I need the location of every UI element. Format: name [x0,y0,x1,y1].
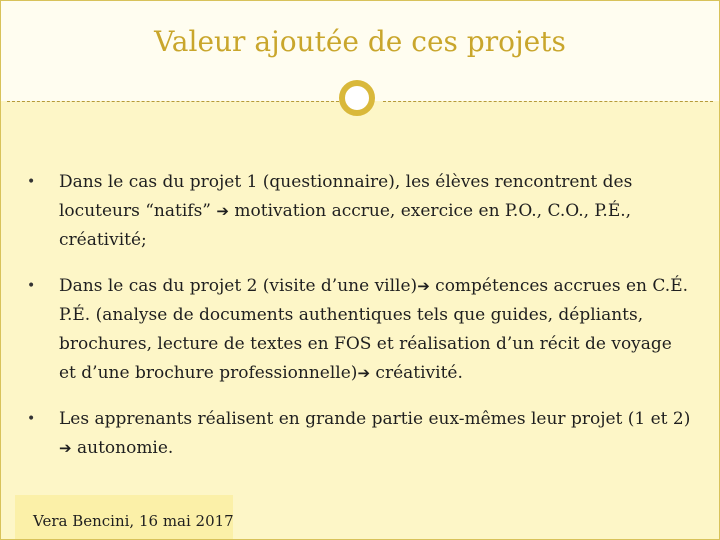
arrow-right-icon: ➔ [357,364,371,382]
bullet-item-3 [27,405,691,463]
arrow-right-icon: ➔ [417,277,430,295]
bullet-2-text-c: créativité. [370,363,463,383]
bullet-2-text-b: compétences accrues en C.É. P.É. (analyse de documents authentiques tels que guides, dépliants, brochures, lecture de textes en FOS et réalisation d’un récit de voyage et d’une brochure professionnelle) [59,276,689,383]
bullet-1-text-a: Dans le cas du projet 1 (questionnaire), les élèves rencontrent des locuteurs “natifs” [59,172,633,221]
slide-title: Valeur ajoutée de ces projets [154,25,566,58]
bullet-3-text-b: autonomie. [71,438,174,458]
slide-content [27,168,691,480]
arrow-right-icon: ➔ [59,439,72,457]
bullet-item-2 [27,272,691,388]
bullet-2-text-a: Dans le cas du projet 2 (visite d’une ville) [59,276,418,296]
divider-right [383,101,713,102]
divider-left [7,101,339,102]
footer-box [15,495,233,539]
bullet-icon: • [27,411,36,427]
bullet-list [27,168,691,463]
bullet-icon: • [27,278,36,294]
arrow-right-icon: ➔ [216,202,229,220]
bullet-3-text-a: Les apprenants réalisent en grande partie eux-mêmes leur projet (1 et 2) [59,409,691,429]
footer-text: Vera Bencini, 16 mai 2017 [33,512,234,530]
ring-ornament [339,80,375,116]
bullet-1-text-b: motivation accrue, exercice en P.O., C.O., P.É., créativité; [59,201,632,250]
bullet-item-1 [27,168,691,255]
bullet-icon: • [27,174,36,190]
